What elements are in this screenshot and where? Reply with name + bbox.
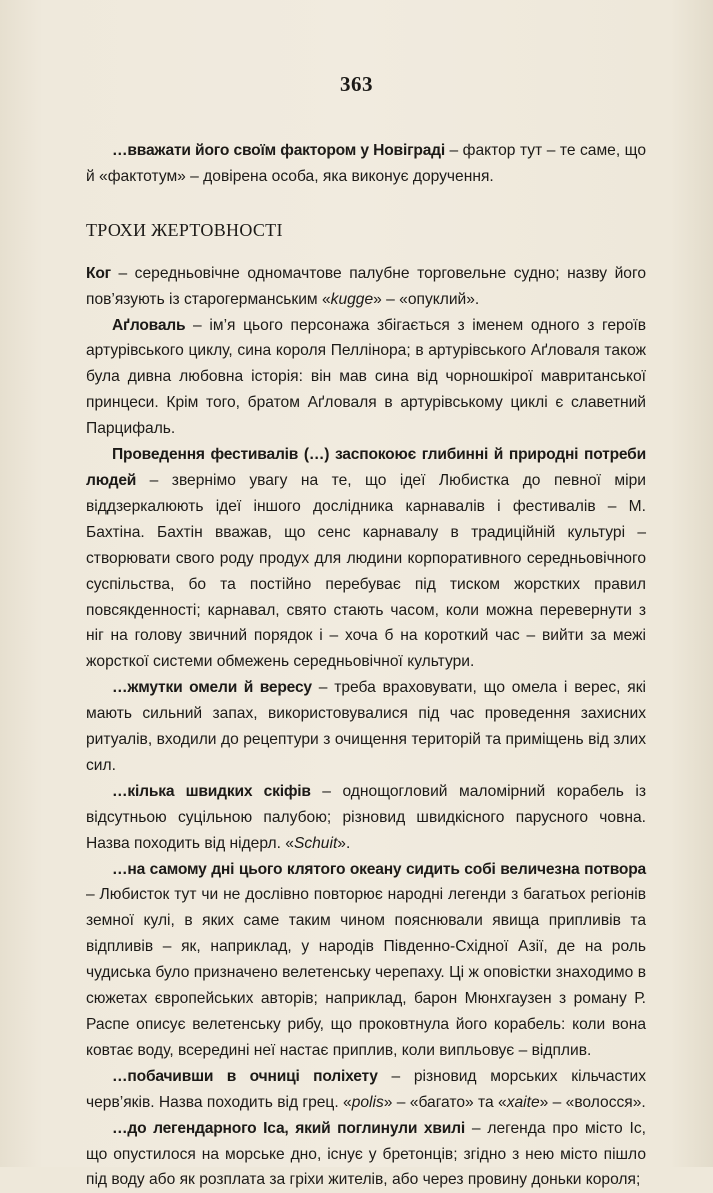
- note-term: …побачивши в очниці поліхету: [112, 1067, 378, 1085]
- note-term: …вважати його своїм фактором у Новіграді: [112, 142, 445, 159]
- section-heading: ТРОХИ ЖЕРТОВНОСТІ: [86, 219, 283, 240]
- note-text: – фактор тут – те саме, що й «фактотум» – довірена особа, яка виконує доручення.: [86, 142, 646, 185]
- note-text: – звернімо увагу на те, що ідеї Любистка до певної міри віддзеркалюють ідеї іншого дослідника карнавалів і фестивалів – М. Бахтіна. Бахтін вважав, що сенс карнавалу в традиційній культурі – створювати свого роду продух для людини корпоративного середньовічного суспільства, бо та постійно перебуває під тиском жорстких правил повсякденності; карнавал, свято стають часом, коли можна перевернути з ніг на голову звичний порядок і – хоча б на короткий час – вийти за межі жорсткої системи обмежень середньовічної культури.: [86, 471, 646, 671]
- note-text: – різновид морських кільчастих черв’яків. Назва походить від грец. «: [86, 1067, 646, 1111]
- note-entry: [86, 261, 646, 313]
- note-italic: Schuit: [293, 834, 338, 852]
- note-italic: xaite: [506, 1093, 540, 1111]
- page-number: 363: [340, 72, 373, 96]
- note-entry: [86, 1064, 646, 1116]
- note-text-end: » – «волосся».: [539, 1093, 646, 1111]
- note-text: – легенда про місто Іс, що опустилося на морське дно, існує у бретонців; згідно з нею місто пішло під воду або як розплата за гріхи жителів, або через провину доньки короля;: [86, 1119, 646, 1189]
- note-italic: kugge: [330, 290, 374, 308]
- notes-text: [86, 138, 646, 1193]
- note-term: …кілька швидких скіфів: [112, 782, 311, 800]
- note-term: Проведення фестивалів (…) заспокоює глибинні й природні потреби людей: [86, 446, 646, 489]
- note-entry: [86, 313, 646, 443]
- note-entry: [86, 1116, 646, 1193]
- note-term: Ког: [86, 264, 111, 282]
- intro-note: [86, 138, 646, 190]
- note-text: – Любисток тут чи не дослівно повторює народні легенди з багатьох регіонів земної кулі, в яких саме таким чином пояснювали явища припливів та відпливів – як, наприклад, у народів Південно-Східної Азії, де на роль чудиська було призначено велетенську черепаху. Ці ж оповістки знаходимо в сюжетах європейських авторів; наприклад, барон Мюнхгаузен з роману Р. Распе описує велетенську рибу, що проковтнула його корабель: коли вона ковтає воду, всередині неї настає приплив, коли випльовує – відплив.: [86, 886, 646, 1059]
- note-text: – треба враховувати, що омела і верес, які мають сильний запах, використовувалися під час проведення захисних ритуалів, входили до рецептури з очищення територій та приміщень від злих сил.: [86, 679, 646, 774]
- note-entry: [86, 857, 646, 1064]
- note-text: – ім’я цього персонажа збігається з іменем одного з героїв артурівського циклу, сина короля Пеллінора; в артурівського Аґловаля також була дивна любовна історія: він мав сина від чорношкірої мавританської принцеси. Крім того, братом Аґловаля в артурівському циклі є славетний Парцифаль.: [86, 316, 646, 438]
- note-term: …жмутки омели й вересу: [112, 679, 312, 697]
- note-term: …до легендарного Іса, який поглинули хвилі: [112, 1119, 465, 1137]
- note-text-end: ».: [337, 834, 351, 852]
- note-entry: [86, 442, 646, 675]
- note-entry: [86, 675, 646, 779]
- note-text: – однощогловий маломірний корабель із відсутньою суцільною палубою; різновид швидкісного парусного човна. Назва походить від нідерл. «: [86, 782, 647, 852]
- note-entry: [86, 779, 646, 857]
- note-italic: polis: [351, 1093, 384, 1111]
- note-term: Аґловаль: [112, 316, 186, 334]
- note-text-mid: » – «багато» та «: [383, 1093, 507, 1111]
- note-text-end: » – «опуклий».: [373, 290, 480, 308]
- note-term: …на самому дні цього клятого океану сидить собі величезна потвора: [112, 860, 646, 878]
- note-text: – середньовічне одномачтове палубне торговельне судно; назву його пов’язують із старогерманським «: [86, 264, 646, 308]
